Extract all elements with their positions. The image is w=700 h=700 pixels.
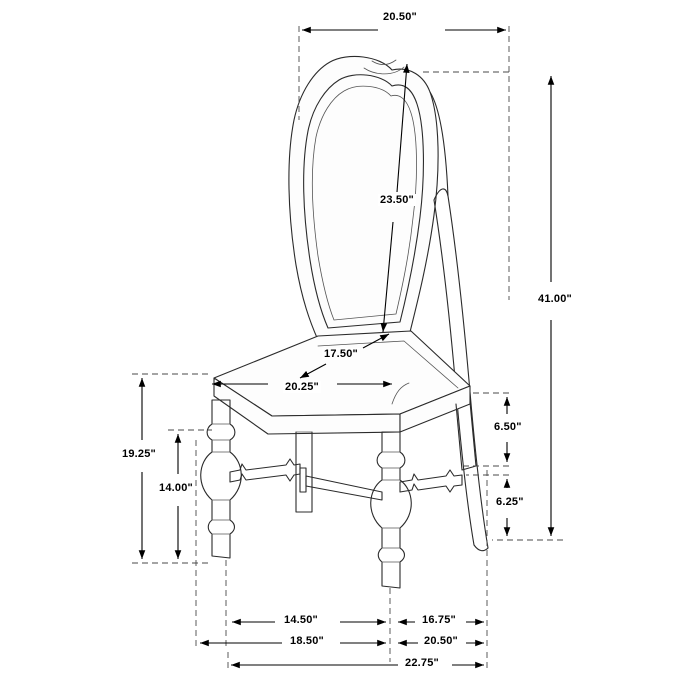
back-right-leg [456, 402, 476, 470]
chair-illustration [201, 56, 488, 588]
dimension-label-base-width: 18.50" [290, 635, 324, 647]
dimension-label-overall-height: 41.00" [538, 293, 572, 305]
dimension-label-seat-width: 20.25" [285, 381, 319, 393]
dimension-label-stretcher-floor: 6.25" [496, 496, 524, 508]
dimension-label-side-leg-span: 16.75" [422, 614, 456, 626]
dimension-label-overall-depth: 22.75" [405, 657, 439, 669]
dimension-label-apron-height: 14.00" [159, 482, 193, 494]
back-left-leg [296, 432, 312, 512]
dimension-label-seat-depth: 17.50" [324, 348, 358, 360]
dimension-label-seat-to-stretcher: 6.50" [494, 421, 522, 433]
dimension-label-back-height: 23.50" [380, 194, 414, 206]
front-left-leg [201, 400, 242, 558]
dimension-label-top-width: 20.50" [383, 11, 417, 23]
front-right-leg [371, 432, 412, 588]
dimension-label-seat-height: 19.25" [122, 448, 156, 460]
dimension-label-front-leg-span: 14.50" [284, 614, 318, 626]
right-stretcher [400, 470, 462, 492]
dimension-label-base-depth: 20.50" [424, 635, 458, 647]
